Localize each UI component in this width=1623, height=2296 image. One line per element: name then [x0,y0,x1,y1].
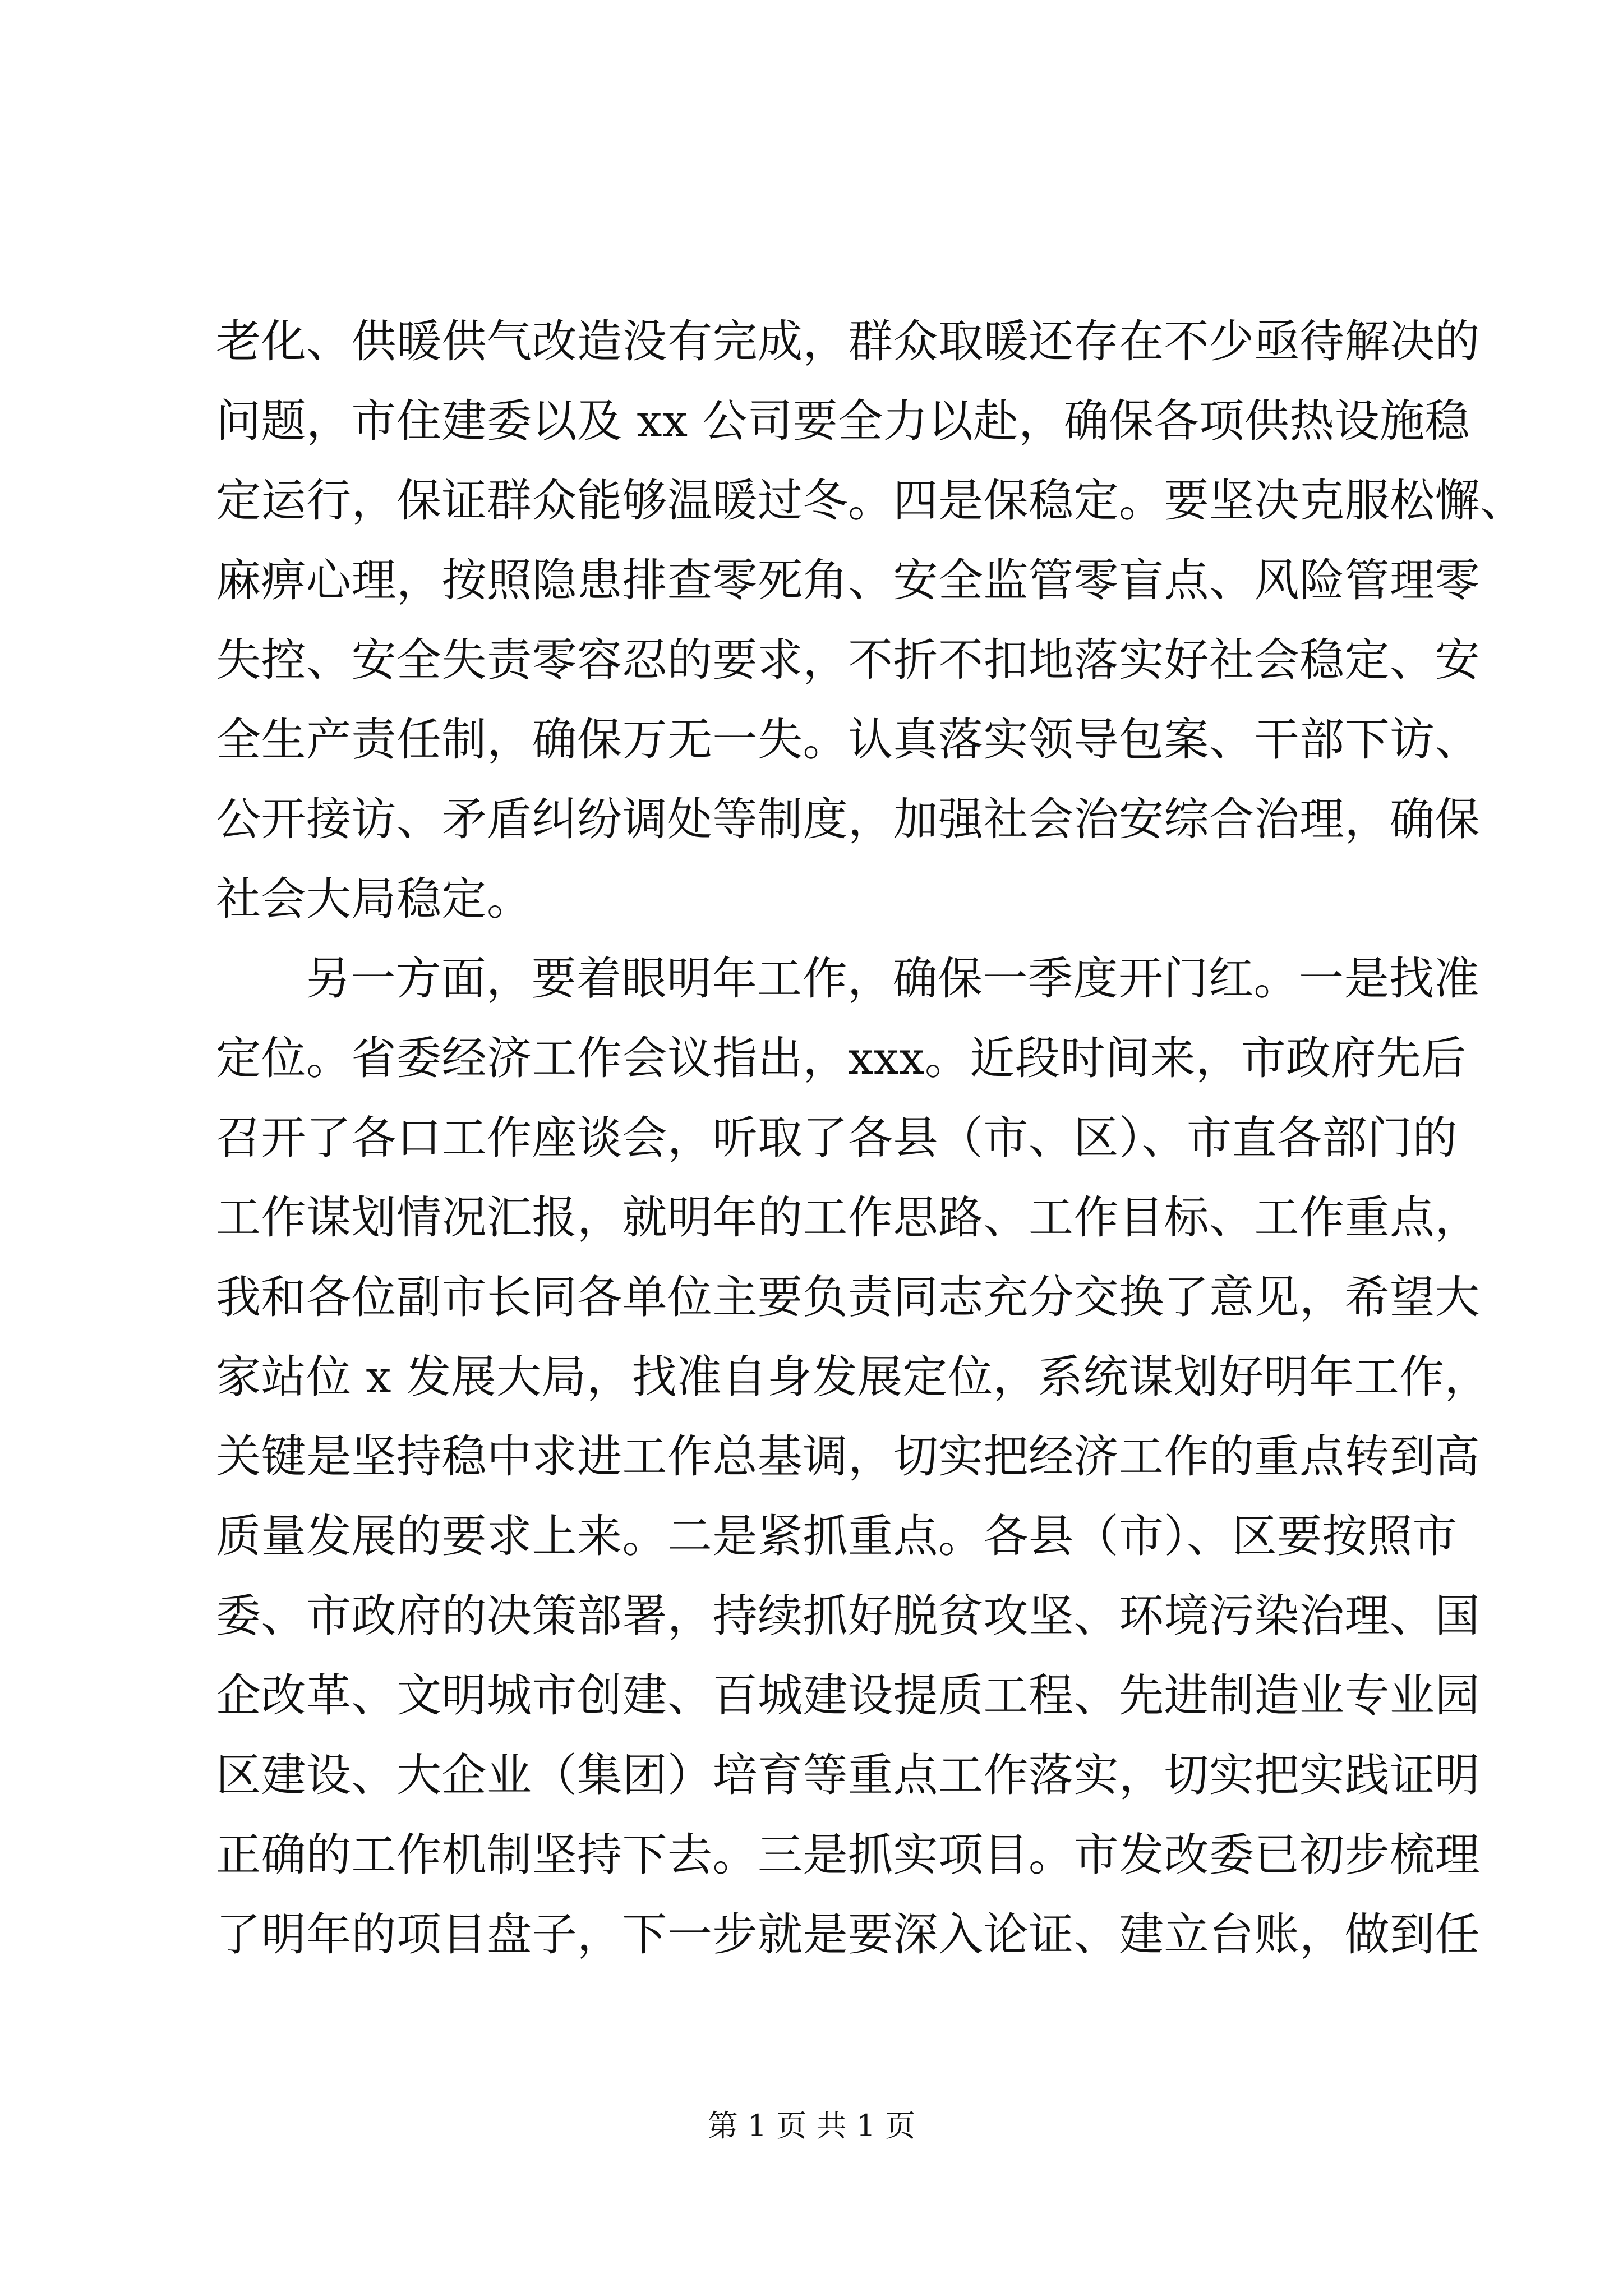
text-line: 我和各位副市长同各单位主要负责同志充分交换了意见，希望大 [216,1271,1480,1323]
text-line: 全生产责任制，确保万无一失。认真落实领导包案、干部下访、 [216,714,1480,766]
text-line: 工作谋划情况汇报，就明年的工作思路、工作目标、工作重点， [216,1191,1480,1244]
text-line: 关键是坚持稳中求进工作总基调，切实把经济工作的重点转到高 [216,1430,1480,1483]
text-line: 失控、安全失责零容忍的要求，不折不扣地落实好社会稳定、安 [216,634,1480,686]
text-line: 麻痹心理，按照隐患排查零死角、安全监管零盲点、风险管理零 [216,554,1480,606]
text-line: 问题，市住建委以及 xx 公司要全力以赴，确保各项供热设施稳 [216,395,1470,447]
text-line: 了明年的项目盘子，下一步就是要深入论证、建立台账，做到任 [216,1908,1480,1961]
text-line: 正确的工作机制坚持下去。三是抓实项目。市发改委已初步梳理 [216,1829,1480,1881]
text-line: 家站位 x 发展大局，找准自身发展定位，系统谋划好明年工作， [216,1351,1490,1403]
text-line: 质量发展的要求上来。二是紧抓重点。各县（市）、区要按照市 [216,1510,1458,1562]
text-line: 委、市政府的决策部署，持续抓好脱贫攻坚、环境污染治理、国 [216,1590,1480,1642]
text-line: 定位。省委经济工作会议指出，xxx。近段时间来，市政府先后 [216,1032,1467,1084]
text-line: 企改革、文明城市创建、百城建设提质工程、先进制造业专业园 [216,1669,1480,1722]
paragraph-start-line: 另一方面，要着眼明年工作，确保一季度开门红。一是找准 [306,953,1479,1005]
text-line: 公开接访、矛盾纠纷调处等制度，加强社会治安综合治理，确保 [216,793,1480,845]
document-body [216,302,1525,1975]
text-line: 定运行，保证群众能够温暖过冬。四是保稳定。要坚决克服松懈、 [216,475,1525,527]
text-line: 社会大局稳定。 [216,873,532,925]
text-line: 召开了各口工作座谈会，听取了各县（市、区）、市直各部门的 [216,1112,1458,1164]
text-line: 老化、供暖供气改造没有完成，群众取暖还存在不少亟待解决的 [216,315,1480,367]
text-line: 区建设、大企业（集团）培育等重点工作落实，切实把实践证明 [216,1749,1480,1801]
page-footer: 第 1 页 共 1 页 [707,2108,916,2143]
